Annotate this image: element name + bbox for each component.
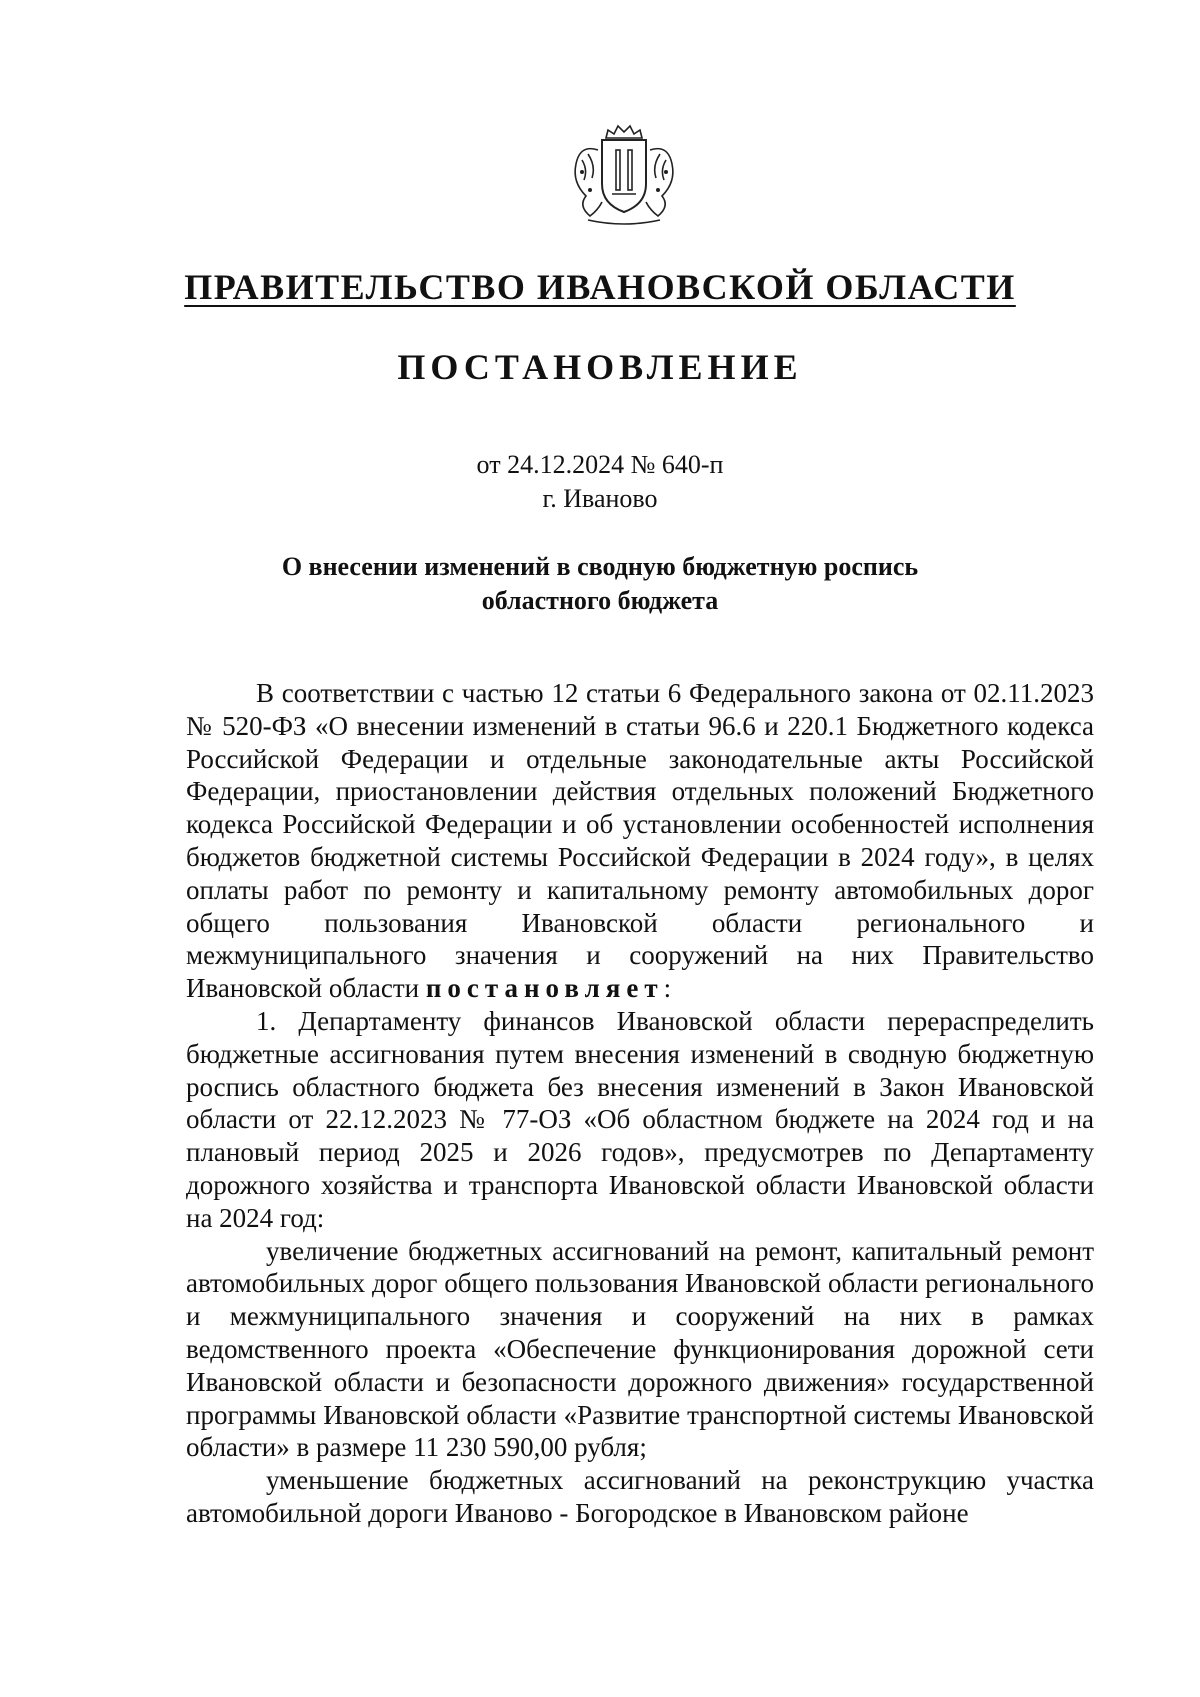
preamble-paragraph xyxy=(186,677,1094,1005)
organization-title: ПРАВИТЕЛЬСТВО ИВАНОВСКОЙ ОБЛАСТИ xyxy=(184,267,1016,307)
subject-line-2: областного бюджета xyxy=(481,586,719,615)
preamble-text: В соответствии с частью 12 статьи 6 Федерального закона от 02.11.2023 № 520-ФЗ «О внесении изменений в статьи 96.6 и 220.1 Бюджетного кодекса Российской Федерации и отдельные законодательные акты Российской Федерации, приостановлении действия отдельных положений Бюджетного кодекса Российской Федерации и об установлении особенностей исполнения бюджетов бюджетной системы Российской Федерации в 2024 году», в целях оплаты работ по ремонту и капитальному ремонту автомобильных дорог общего пользования Ивановской области регионального и межмуниципального значения и сооружений на них Правительство Ивановской области xyxy=(186,678,1094,1004)
document-meta xyxy=(0,448,1200,516)
item-1-paragraph: 1. Департаменту финансов Ивановской области перераспределить бюджетные ассигнования путем внесения изменений в сводную бюджетную роспись областного бюджета без внесения изменений в Закон Ивановской области от 22.12.2023 № 77-ОЗ «Об областном бюджете на 2024 год и на плановый период 2025 и 2026 годов», предусмотрев по Департаменту дорожного хозяйства и транспорта Ивановской области Ивановской области на 2024 год: xyxy=(186,1005,1094,1233)
increase-paragraph: увеличение бюджетных ассигнований на ремонт, капитальный ремонт автомобильных дорог общего пользования Ивановской области регионального и межмуниципального значения и сооружений на них в рамках ведомственного проекта «Обеспечение функционирования дорожной сети Ивановской области и безопасности дорожного движения» государственной программы Ивановской области «Развитие транспортной системы Ивановской области» в размере 11 230 590,00 рубля; xyxy=(186,1235,1094,1463)
resolves-word: постановляет xyxy=(425,973,664,1004)
coat-of-arms-emblem-icon xyxy=(558,120,690,228)
decrease-paragraph: уменьшение бюджетных ассигнований на реконструкцию участка автомобильной дороги Иваново - Богородское в Ивановском районе xyxy=(186,1465,1094,1528)
subject-line-1: О внесении изменений в сводную бюджетную роспись xyxy=(281,552,919,581)
city: г. Иваново xyxy=(542,484,658,513)
document-type: ПОСТАНОВЛЕНИЕ xyxy=(397,347,803,387)
document-body xyxy=(186,677,1094,1530)
date-number: от 24.12.2024 № 640-п xyxy=(476,450,724,479)
document-subject xyxy=(0,550,1200,618)
resolves-punct: : xyxy=(663,973,672,1004)
